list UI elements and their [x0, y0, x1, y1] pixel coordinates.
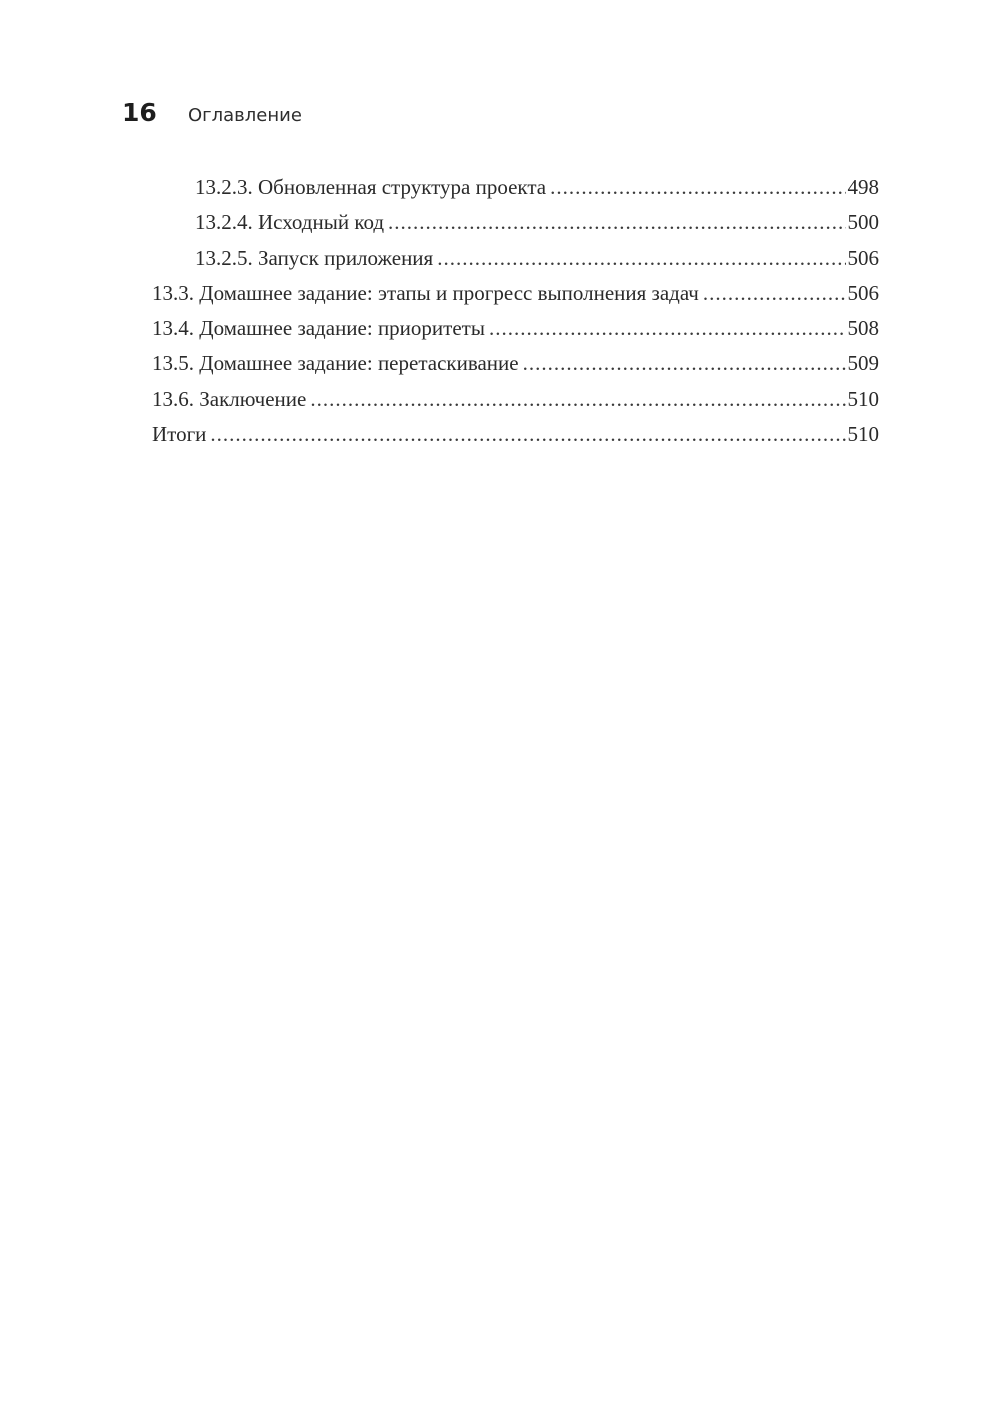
toc-entry-title: 13.2.3. Обновленная структура проекта [195, 175, 547, 199]
toc-entry-page: 510 [847, 386, 879, 411]
toc-entry-title: 13.3. Домашнее задание: этапы и прогресс выполнения задач [152, 280, 699, 305]
toc-entry[interactable] [152, 311, 879, 346]
dot-leader [388, 205, 845, 240]
toc-entry-title: 13.2.4. Исходный код [195, 210, 385, 235]
toc-entry[interactable] [152, 382, 879, 417]
dot-leader [489, 311, 846, 346]
toc-entry-title: 13.6. Заключение [152, 386, 307, 411]
toc-entry[interactable] [152, 241, 879, 276]
dot-leader [550, 170, 845, 205]
toc-entry[interactable] [152, 276, 879, 311]
toc-entry-page: 506 [847, 280, 879, 305]
toc-entry-title: 13.4. Домашнее задание: приоритеты [152, 316, 485, 341]
dot-leader [523, 346, 846, 381]
toc-entry-title: Итоги [152, 422, 207, 447]
dot-leader [703, 276, 846, 311]
toc-entry-page: 506 [847, 245, 879, 270]
page-number: 16 [122, 98, 157, 127]
toc-entry-title: 13.5. Домашнее задание: перетаскивание [152, 351, 519, 376]
toc-entry[interactable] [152, 346, 879, 381]
table-of-contents [152, 170, 879, 452]
toc-entry[interactable] [152, 417, 879, 452]
dot-leader [310, 382, 845, 417]
toc-entry-page: 500 [847, 210, 879, 235]
dot-leader [437, 241, 845, 276]
toc-entry-page: 509 [847, 351, 879, 376]
toc-entry-page: 510 [847, 422, 879, 447]
toc-entry-page: 508 [847, 316, 879, 341]
section-title: Оглавление [188, 105, 302, 126]
running-head [122, 98, 302, 127]
toc-entry[interactable] [152, 170, 879, 205]
toc-entry[interactable] [152, 205, 879, 240]
toc-entry-page: 498 [847, 175, 879, 199]
toc-entry-title: 13.2.5. Запуск приложения [195, 245, 434, 270]
dot-leader [210, 417, 845, 452]
